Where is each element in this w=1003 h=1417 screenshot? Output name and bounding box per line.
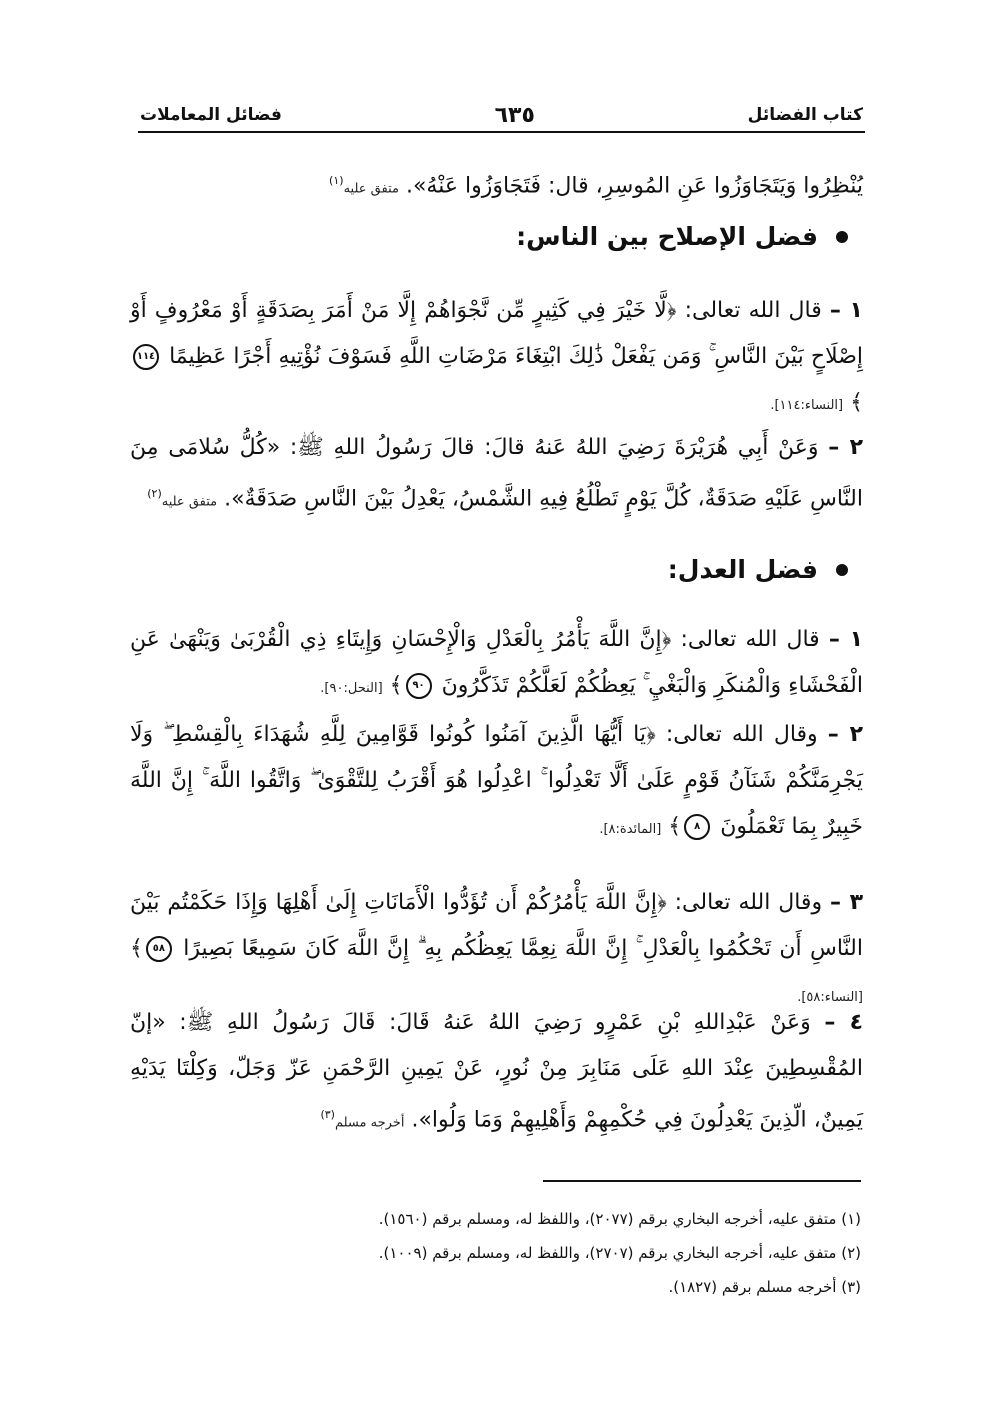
ayah-number-icon: ٩٠ [406, 673, 432, 699]
running-header [140, 100, 863, 130]
header-rule [138, 131, 865, 133]
footnote-marker: (٢) [147, 487, 162, 500]
item-lead: قال الله تعالى: [680, 627, 820, 652]
item-number: ٤ – [824, 1010, 863, 1035]
footnote-1: (١) متفق عليه، أخرجه البخاري برقم (٢٠٧٧)، واللفظ له، ومسلم برقم (١٥٦٠). [378, 1210, 861, 1228]
section-title: فضل الإصلاح بين الناس: [516, 222, 818, 251]
verse-reference: [النساء:٥٨]. [797, 990, 863, 1005]
footnote-2: (٢) متفق عليه، أخرجه البخاري برقم (٢٧٠٧)، واللفظ له، ومسلم برقم (١٠٠٩). [378, 1244, 861, 1262]
header-chapter-title: فضائل المعاملات [140, 105, 282, 125]
ayah-number-icon: ١١٤ [133, 344, 159, 370]
s2-item-1 [130, 617, 863, 712]
verse-text: ﴿لَّا خَيْرَ فِي كَثِيرٍ مِّن نَّجْوَاهُمْ إِلَّا مَنْ أَمَرَ بِصَدَقَةٍ أَوْ مَعْرُوفٍ أَوْ إِصْلَاحٍ بَيْنَ النَّاسِ ۚ وَمَن يَفْعَلْ ذَٰلِكَ ابْتِغَاءَ مَرْضَاتِ اللَّهِ فَسَوْفَ نُؤْتِيهِ أَجْرًا عَظِيمًا [130, 298, 863, 369]
intro-note: متفق عليه [343, 181, 399, 197]
intro-footnote-marker: (١) [329, 174, 344, 187]
item-number: ١ – [829, 298, 863, 323]
verse-close: ﴾ [850, 390, 863, 415]
s2-item-4 [130, 1000, 863, 1146]
item-number: ٢ – [828, 435, 863, 460]
page-number: ٦٣٥ [494, 102, 535, 128]
hadith-text: وَعَنْ أَبِي هُرَيْرَةَ رَضِيَ اللهُ عَنهُ قالَ: قالَ رَسُولُ اللهِ ﷺ: «كُلُّ سُلامَى مِنَ النَّاسِ عَلَيْهِ صَدَقَةٌ، كُلَّ يَوْمٍ تَطْلُعُ فِيهِ الشَّمْسُ، يَعْدِلُ بَيْنَ النَّاسِ صَدَقَةٌ». [130, 435, 863, 512]
section-title: فضل العدل: [667, 555, 818, 584]
section-heading-justice [668, 555, 848, 584]
intro-text: يُنْظِرُوا وَيَتَجَاوَزُوا عَنِ المُوسِرِ، قال: فَتَجَاوَزُوا عَنْهُ». [405, 173, 863, 199]
verse-close: ﴾ [389, 673, 403, 698]
item-number: ٣ – [830, 890, 864, 915]
hadith-text: وَعَنْ عَبْدِاللهِ بْنِ عَمْرٍو رَضِيَ اللهُ عَنهُ قَالَ: قَالَ رَسُولُ اللهِ ﷺ: «إنّ المُقْسِطِينَ عِنْدَ اللهِ عَلَى مَنَابِرَ مِنْ نُورٍ، عَنْ يَمِينِ الرَّحْمَنِ عَزّ وَجَلّ، وَكِلْتَا يَدَيْهِ يَمِينٌ، الّذِينَ يَعْدِلُونَ فِي حُكْمِهِمْ وَأَهْلِيهِمْ وَمَا وَلُوا». [130, 1010, 863, 1133]
s1-item-1 [130, 288, 863, 429]
bullet-icon [836, 231, 848, 243]
verse-close: ﴾ [130, 936, 143, 961]
hadith-note: أخرجه مسلم [334, 1115, 405, 1131]
verse-text: ﴿إِنَّ اللَّهَ يَأْمُرُ بِالْعَدْلِ وَالْإِحْسَانِ وَإِيتَاءِ ذِي الْقُرْبَىٰ وَيَنْهَىٰ عَنِ الْفَحْشَاءِ وَالْمُنكَرِ وَالْبَغْيِ ۚ يَعِظُكُمْ لَعَلَّكُمْ تَذَكَّرُونَ [130, 627, 863, 698]
verse-reference: [المائدة:٨]. [599, 822, 662, 837]
footnote-3: (٣) أخرجه مسلم برقم (١٨٢٧). [668, 1278, 861, 1296]
item-number: ١ – [828, 627, 864, 652]
item-lead: وقال الله تعالى: [665, 722, 818, 747]
ayah-number-icon: ٨ [684, 814, 710, 840]
s2-item-2 [130, 712, 863, 853]
verse-text: ﴿يَا أَيُّهَا الَّذِينَ آمَنُوا كُونُوا قَوَّامِينَ لِلَّهِ شُهَدَاءَ بِالْقِسْطِ ۖ وَلَا يَجْرِمَنَّكُمْ شَنَآنُ قَوْمٍ عَلَىٰ أَلَّا تَعْدِلُوا ۚ اعْدِلُوا هُوَ أَقْرَبُ لِلتَّقْوَىٰ ۖ وَاتَّقُوا اللَّهَ ۚ إِنَّ اللَّهَ خَبِيرٌ بِمَا تَعْمَلُونَ [130, 722, 863, 839]
item-number: ٢ – [827, 722, 863, 747]
section-heading-reconciliation [516, 222, 848, 251]
header-book-title: كتاب الفضائل [747, 105, 863, 125]
item-lead: قال الله تعالى: [684, 298, 822, 323]
footnote-marker: (٣) [320, 1108, 335, 1121]
hadith-note: متفق عليه [161, 494, 218, 510]
s1-item-2 [130, 425, 863, 525]
bullet-icon [836, 564, 848, 576]
verse-reference: [النساء:١١٤]. [770, 398, 844, 413]
verse-close: ﴾ [668, 814, 682, 839]
intro-paragraph [130, 158, 863, 212]
verse-reference: [النحل:٩٠]. [320, 681, 383, 696]
verse-text: ﴿إِنَّ اللَّهَ يَأْمُرُكُمْ أَن تُؤَدُّوا الْأَمَانَاتِ إِلَىٰ أَهْلِهَا وَإِذَا حَكَمْتُم بَيْنَ النَّاسِ أَن تَحْكُمُوا بِالْعَدْلِ ۚ إِنَّ اللَّهَ نِعِمَّا يَعِظُكُم بِهِ ۗ إِنَّ اللَّهَ كَانَ سَمِيعًا بَصِيرًا [130, 890, 863, 961]
item-lead: وقال الله تعالى: [674, 890, 823, 915]
footnote-rule [543, 1180, 861, 1182]
ayah-number-icon: ٥٨ [146, 936, 172, 962]
